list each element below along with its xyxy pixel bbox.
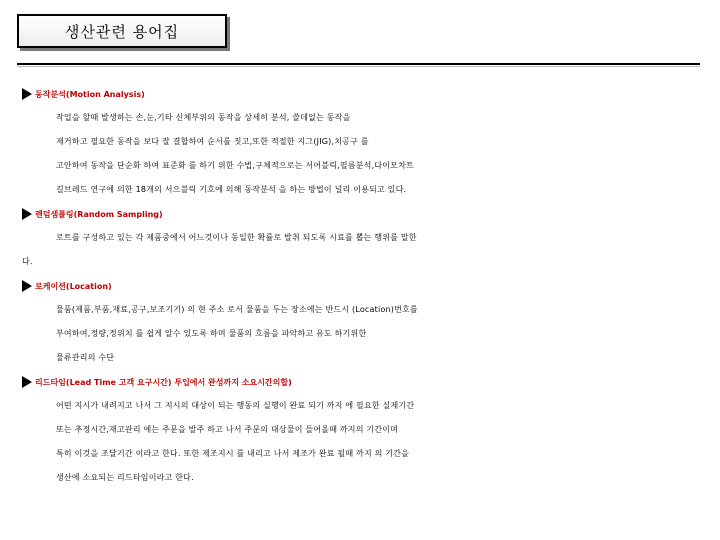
body-line: 고안하여 동작을 단순화 하여 표준화 를 하기 위한 수법,구체적으로는 서어블릭,필름분석,다이모차트 bbox=[56, 161, 414, 170]
glossary-content bbox=[22, 82, 702, 490]
body-line: 작업을 할때 발생하는 손,눈,기타 신체부위의 동작을 상세히 분석, 쓸데없는 동작을 bbox=[56, 113, 351, 122]
section-motion-analysis bbox=[22, 82, 702, 202]
triangle-bullet-icon bbox=[22, 280, 32, 292]
body-line: 부여하여,정량,정위치 를 쉽게 알수 있도록 하며 물품의 흐름을 파악하고 유도 하기위한 bbox=[56, 329, 367, 338]
section-location bbox=[22, 274, 702, 370]
section-random-sampling bbox=[22, 202, 702, 274]
body-line: 어떤 지시가 내려지고 나서 그 지시의 대상이 되는 행동의 실행이 완료 되기 까지 에 필요한 실제기간 bbox=[56, 401, 415, 410]
section-heading bbox=[22, 202, 702, 226]
title-divider bbox=[17, 63, 700, 65]
triangle-bullet-icon bbox=[22, 376, 32, 388]
body-line: 제거하고 필요한 동작을 보다 잘 결합하여 순서를 짓고,또한 적절한 지그(JIG),치공구 를 bbox=[56, 137, 369, 146]
body-line: 물류관리의 수단 bbox=[56, 353, 115, 362]
body-line: 다. bbox=[22, 257, 33, 266]
section-heading bbox=[22, 274, 702, 298]
section-lead-time bbox=[22, 370, 702, 490]
title-box bbox=[17, 14, 227, 48]
triangle-bullet-icon bbox=[22, 208, 32, 220]
section-heading-text: 로케이션(Location) bbox=[35, 281, 112, 291]
section-heading-text: 동작분석(Motion Analysis) bbox=[35, 89, 145, 99]
body-line: 특히 이것을 조달기간 이라고 한다. 또한 제조지시 를 내리고 나서 제조가 완료 될때 까지 의 기간을 bbox=[56, 449, 410, 458]
body-line: 길브레드 연구에 의한 18개의 서으블릭 기호에 의해 동작분석 을 하는 방법이 널리 이용되고 있다. bbox=[56, 185, 407, 194]
section-heading-text: 렌덤샘플링(Random Sampling) bbox=[35, 209, 163, 219]
section-heading-text: 리드타임(Lead Time 고객 요구시간) 투입에서 완성까지 소요시간의합) bbox=[35, 377, 292, 387]
section-heading bbox=[22, 370, 702, 394]
body-line: 생산에 소요되는 리드타임이라고 한다. bbox=[56, 473, 194, 482]
section-heading bbox=[22, 82, 702, 106]
page-title: 생산관련 용어집 bbox=[64, 22, 180, 41]
body-line: 물품(제품,부품,재료,공구,보조기기) 의 현 주소 로서 물품을 두는 장소에는 반드시 (Location)번호를 bbox=[56, 305, 418, 314]
body-line: 또는 추정시간,재고관리 에는 주문을 발주 하고 나서 주문의 대상물이 들어올때 까지의 기간이며 bbox=[56, 425, 399, 434]
triangle-bullet-icon bbox=[22, 88, 32, 100]
title-divider-shadow bbox=[17, 66, 700, 67]
body-line: 로트를 구성하고 있는 각 제품중에서 어느것이나 동일한 확률로 발취 되도록 시료를 뽑는 행위를 말한 bbox=[56, 233, 417, 242]
